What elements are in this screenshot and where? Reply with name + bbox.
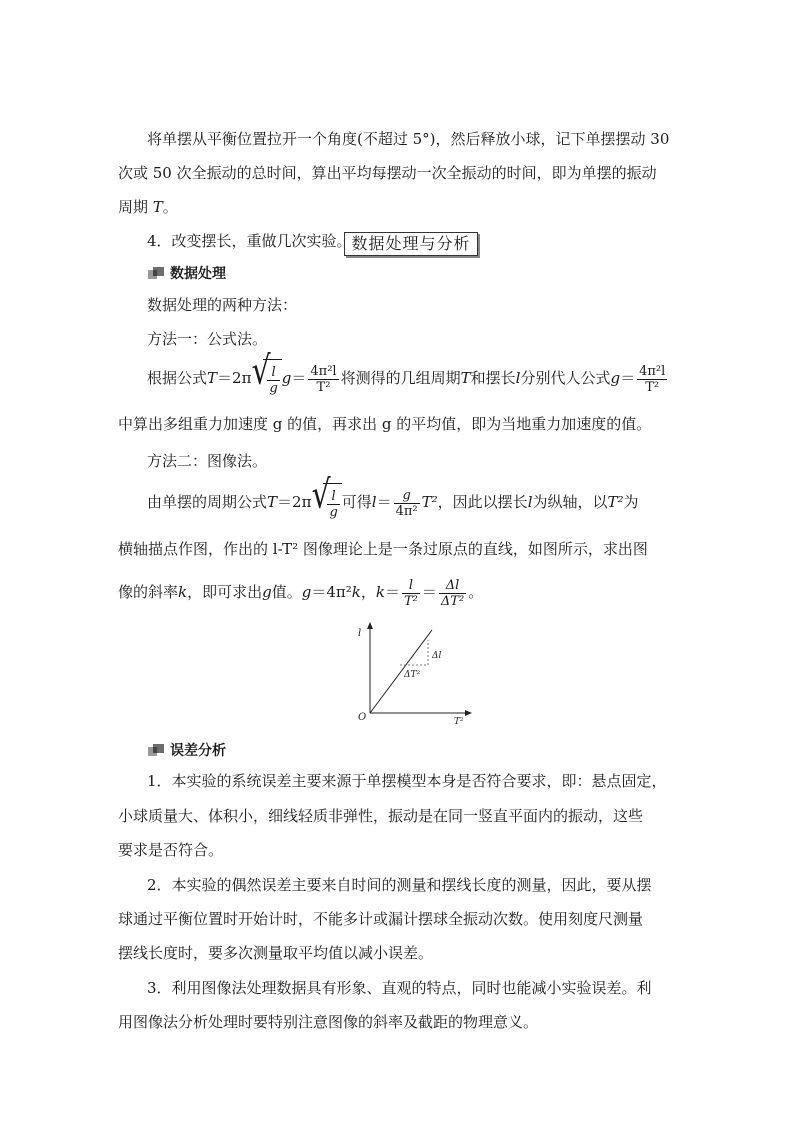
method2-line-b: 横轴描点作图，作出的 l-T² 图像理论上是一条过原点的直线，如图所示，求出图 xyxy=(118,540,648,558)
text: 为 xyxy=(623,493,639,511)
text: ＝ xyxy=(421,583,437,601)
x-axis-label: T² xyxy=(454,717,464,727)
frac-num: 4π²l xyxy=(639,363,666,379)
error-p3-l2: 用图像法分析处理时要特别注意图像的斜率及截距的物理意义。 xyxy=(118,1013,539,1031)
text: ＝2π xyxy=(217,369,252,387)
formula-line-2 xyxy=(147,472,639,524)
section-marker-icon xyxy=(148,267,164,279)
intro-line: 数据处理的两种方法： xyxy=(147,296,298,314)
paragraph-l3 xyxy=(118,197,178,217)
method1-result: 中算出多组重力加速度 g 的值，再求出 g 的平均值，即为当地重力加速度的值。 xyxy=(118,415,652,433)
var-T: T xyxy=(152,198,163,216)
formula-line-3 xyxy=(118,572,483,612)
l-t2-graph xyxy=(350,618,480,728)
var: T xyxy=(207,369,218,387)
frac-den: g xyxy=(269,381,278,396)
frac-den: ΔT² xyxy=(440,593,465,609)
text: 像的斜率 xyxy=(118,583,179,601)
text: ＝4π² xyxy=(311,583,352,601)
subhead-data-processing xyxy=(148,263,226,283)
error-p3-l1: 3．利用图像法处理数据具有形象、直观的特点，同时也能减小实验误差。利 xyxy=(147,979,652,997)
section-title: 数据处理与分析 xyxy=(344,232,478,256)
error-p1-l1: 1．本实验的系统误差主要来源于单摆模型本身是否符合要求，即：悬点固定， xyxy=(147,772,667,790)
frac-den: T² xyxy=(645,379,660,395)
var: T xyxy=(460,369,471,387)
text: ＝ xyxy=(376,493,392,511)
text: 由单摆的周期公式 xyxy=(147,493,268,511)
step-4: 4．改变摆长，重做几次实验。 xyxy=(147,232,352,250)
frac-den: 4π² xyxy=(395,503,418,519)
frac-den: T² xyxy=(316,379,331,395)
delta-l-label: Δl xyxy=(432,651,442,661)
frac-num: Δl xyxy=(439,578,466,594)
text: 分别代人公式 xyxy=(520,369,611,387)
var: T² xyxy=(607,493,624,511)
frac-den: g xyxy=(329,505,338,520)
text: ， xyxy=(360,583,376,601)
frac-num: 4π²l xyxy=(310,363,337,379)
x-axis-arrow xyxy=(465,710,472,716)
var: g xyxy=(301,583,312,601)
frac-num: l xyxy=(402,578,420,594)
text: 可得 xyxy=(341,493,372,511)
method2-line: 方法二：图像法。 xyxy=(147,452,268,470)
var: g xyxy=(262,583,272,601)
text: ，因此以摆长 xyxy=(437,493,528,511)
error-p2-l1: 2．本实验的偶然误差主要来自时间的测量和摆线长度的测量，因此，要从摆 xyxy=(147,876,652,894)
error-p1-l3: 要求是否符合。 xyxy=(118,841,224,859)
frac-num: g xyxy=(394,488,420,504)
var: T² xyxy=(421,493,438,511)
text: ，即可求出 xyxy=(187,583,263,601)
text: ＝ xyxy=(291,369,307,387)
text: 。 xyxy=(162,198,178,216)
paragraph-l1: 将单摆从平衡位置拉开一个角度(不超过 5°)，然后释放小球，记下单摆摆动 30 xyxy=(147,130,670,148)
error-p2-l3: 摆线长度时，要多次测量取平均值以减小误差。 xyxy=(118,944,434,962)
text: 周期 xyxy=(118,198,153,216)
text: 为纵轴，以 xyxy=(532,493,608,511)
subhead-error-analysis xyxy=(148,740,226,760)
text: 值。 xyxy=(271,583,302,601)
y-axis-label: l xyxy=(358,628,362,639)
text: 和摆长 xyxy=(470,369,516,387)
var: l xyxy=(527,493,533,511)
var: l xyxy=(515,369,521,387)
var: g xyxy=(281,369,292,387)
graph-line xyxy=(370,630,432,713)
var: k xyxy=(178,583,188,601)
paragraph-l2: 次或 50 次全振动的总时间，算出平均每摆动一次全振动的时间，即为单摆的振动 xyxy=(118,164,657,182)
frac-num: l xyxy=(267,365,279,381)
var: k xyxy=(351,583,361,601)
text: 根据公式 xyxy=(147,369,208,387)
var: T xyxy=(267,493,278,511)
frac-den: T² xyxy=(404,593,418,609)
text: ＝2π xyxy=(277,493,312,511)
formula-line-1 xyxy=(147,348,669,400)
frac-num: l xyxy=(327,489,339,505)
origin-label: O xyxy=(358,712,367,723)
delta-t-label: ΔT² xyxy=(404,670,421,680)
error-p2-l2: 球通过平衡位置时开始计时，不能多计或漏计摆球全振动次数。使用刻度尺测量 xyxy=(118,910,644,928)
error-p1-l2: 小球质量大、体积小，细线轻质非弹性，振动是在同一竖直平面内的振动，这些 xyxy=(118,807,644,825)
section-marker-icon xyxy=(148,744,164,756)
text: 将测得的几组周期 xyxy=(340,369,461,387)
var: l xyxy=(371,493,377,511)
var: g xyxy=(610,369,621,387)
subhead-label: 数据处理 xyxy=(170,266,226,282)
method1-line: 方法一：公式法。 xyxy=(147,330,268,348)
var: k xyxy=(375,583,385,601)
text: ＝ xyxy=(620,369,636,387)
y-axis-arrow xyxy=(367,622,373,629)
sqrt-expr: √ $\frac{l}{g}$ xyxy=(311,483,341,524)
text: ＝ xyxy=(384,583,400,601)
text: 。 xyxy=(468,583,484,601)
subhead-label: 误差分析 xyxy=(170,743,226,759)
sqrt-expr: √ $\frac{l}{g}$ xyxy=(251,359,281,400)
